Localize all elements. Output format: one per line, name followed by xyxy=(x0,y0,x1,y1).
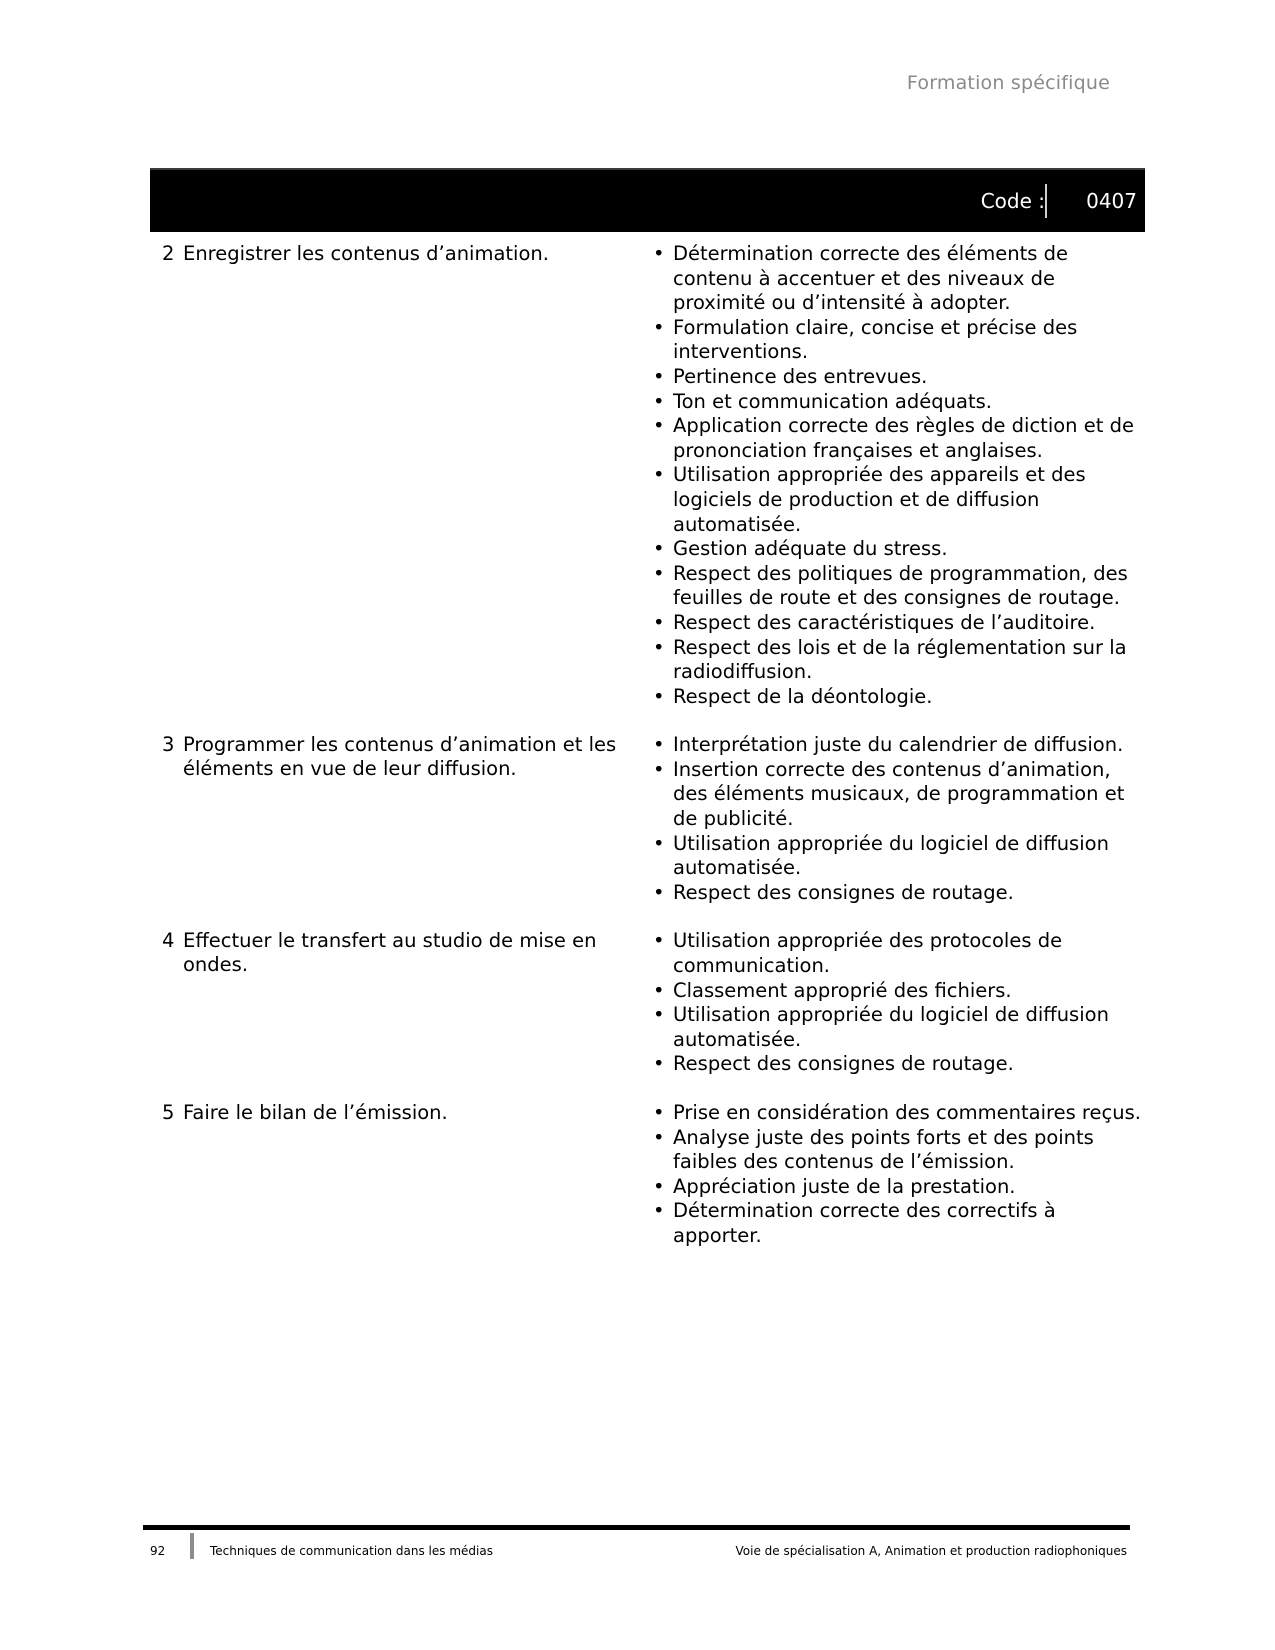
element-cell xyxy=(150,929,647,1077)
bullet-icon: • xyxy=(653,315,665,339)
bullet-icon: • xyxy=(653,831,665,855)
list-item xyxy=(647,1175,1145,1200)
list-item xyxy=(647,881,1145,906)
list-item xyxy=(647,1052,1145,1077)
criteria-list xyxy=(647,1101,1145,1249)
list-item xyxy=(647,1199,1145,1248)
criterion-text: Prise en considération des commentaires reçus. xyxy=(673,1101,1141,1124)
table-row xyxy=(150,929,1145,1077)
criterion-text: Utilisation appropriée des appareils et des logiciels de production et de diffusion automatisée. xyxy=(673,463,1086,536)
criteria-cell xyxy=(647,929,1145,1077)
table-row xyxy=(150,733,1145,905)
footer-specialization-title: Voie de spécialisation A, Animation et production radiophoniques xyxy=(735,1544,1127,1558)
criterion-text: Respect des caractéristiques de l’auditoire. xyxy=(673,610,1096,634)
criterion-text: Insertion correcte des contenus d’animation, des éléments musicaux, de programmation et de publicité. xyxy=(673,757,1125,831)
criterion-text: Application correcte des règles de diction et de prononciation françaises et anglaises. xyxy=(673,414,1134,462)
table-row xyxy=(150,242,1145,709)
element-text: Enregistrer les contenus d’animation. xyxy=(183,242,549,265)
list-item xyxy=(647,562,1145,611)
code-header-bar xyxy=(150,168,1145,232)
element-text: Effectuer le transfert au studio de mise en ondes. xyxy=(183,929,597,977)
footer-rule xyxy=(143,1525,1130,1530)
bullet-icon: • xyxy=(653,537,665,561)
list-item xyxy=(647,1126,1145,1175)
criterion-text: Utilisation appropriée du logiciel de diffusion automatisée. xyxy=(673,1003,1109,1051)
bullet-icon: • xyxy=(653,635,665,659)
footer-program-title: Techniques de communication dans les médias xyxy=(210,1544,493,1558)
bullet-icon: • xyxy=(653,414,665,438)
criterion-text: Détermination correcte des éléments de contenu à accentuer et des niveaux de proximité ou d’intensité à adopter. xyxy=(673,242,1068,315)
list-item xyxy=(647,636,1145,685)
criteria-cell xyxy=(647,242,1145,709)
criterion-text: Respect des lois et de la réglementation sur la radiodiffusion. xyxy=(673,635,1127,684)
list-item xyxy=(647,929,1145,978)
list-item xyxy=(647,1101,1145,1126)
page-number: 92 xyxy=(150,1544,166,1558)
bullet-icon: • xyxy=(653,929,665,953)
criteria-list xyxy=(647,242,1145,709)
competency-elements-table xyxy=(150,242,1145,1273)
criteria-list xyxy=(647,733,1145,905)
table-row xyxy=(150,1101,1145,1249)
element-text: Faire le bilan de l’émission. xyxy=(183,1101,448,1124)
list-item xyxy=(647,242,1145,316)
bullet-icon: • xyxy=(653,684,665,708)
bullet-icon: • xyxy=(653,242,665,265)
element-number: 3 xyxy=(162,733,175,757)
bullet-icon: • xyxy=(653,1174,665,1198)
criteria-cell xyxy=(647,1101,1145,1249)
bullet-icon: • xyxy=(653,978,665,1002)
element-text: Programmer les contenus d’animation et les éléments en vue de leur diffusion. xyxy=(183,733,617,781)
element-number: 4 xyxy=(162,929,175,953)
criteria-list xyxy=(647,929,1145,1077)
list-item xyxy=(647,733,1145,758)
bullet-icon: • xyxy=(653,1199,665,1223)
code-label: Code : xyxy=(980,189,1045,213)
bullet-icon: • xyxy=(653,757,665,781)
criterion-text: Détermination correcte des correctifs à apporter. xyxy=(673,1199,1056,1247)
list-item xyxy=(647,365,1145,390)
bullet-icon: • xyxy=(653,1003,665,1027)
list-item xyxy=(647,979,1145,1004)
bullet-icon: • xyxy=(653,1125,665,1149)
bullet-icon: • xyxy=(653,1101,665,1124)
criterion-text: Gestion adéquate du stress. xyxy=(673,537,948,561)
element-cell xyxy=(150,242,647,709)
element-number: 5 xyxy=(162,1101,175,1124)
footer-separator xyxy=(190,1533,194,1559)
list-item xyxy=(647,390,1145,415)
bullet-icon: • xyxy=(653,364,665,388)
criteria-cell xyxy=(647,733,1145,905)
criterion-text: Formulation claire, concise et précise des interventions. xyxy=(673,315,1078,364)
criterion-text: Respect des politiques de programmation, des feuilles de route et des consignes de routage. xyxy=(673,561,1128,610)
code-value: 0407 xyxy=(1086,189,1137,213)
list-item xyxy=(647,414,1145,463)
list-item xyxy=(647,1003,1145,1052)
element-cell xyxy=(150,1101,647,1249)
code-separator xyxy=(1045,184,1047,218)
criterion-text: Interprétation juste du calendrier de diffusion. xyxy=(673,733,1124,757)
running-header-title: Formation spécifique xyxy=(906,72,1110,94)
list-item xyxy=(647,316,1145,365)
element-cell xyxy=(150,733,647,905)
list-item xyxy=(647,685,1145,710)
criterion-text: Respect des consignes de routage. xyxy=(673,880,1014,904)
bullet-icon: • xyxy=(653,1052,665,1076)
criterion-text: Respect des consignes de routage. xyxy=(673,1052,1014,1076)
bullet-icon: • xyxy=(653,880,665,904)
list-item xyxy=(647,463,1145,537)
criterion-text: Ton et communication adéquats. xyxy=(673,389,992,413)
criterion-text: Appréciation juste de la prestation. xyxy=(673,1174,1016,1198)
bullet-icon: • xyxy=(653,389,665,413)
criterion-text: Utilisation appropriée du logiciel de diffusion automatisée. xyxy=(673,831,1109,880)
bullet-icon: • xyxy=(653,463,665,487)
criterion-text: Analyse juste des points forts et des points faibles des contenus de l’émission. xyxy=(673,1125,1094,1174)
list-item xyxy=(647,611,1145,636)
criterion-text: Respect de la déontologie. xyxy=(673,684,933,708)
bullet-icon: • xyxy=(653,561,665,585)
criterion-text: Utilisation appropriée des protocoles de communication. xyxy=(673,929,1063,978)
criterion-text: Pertinence des entrevues. xyxy=(673,364,928,388)
list-item xyxy=(647,758,1145,832)
list-item xyxy=(647,537,1145,562)
element-number: 2 xyxy=(162,242,175,265)
bullet-icon: • xyxy=(653,733,665,757)
bullet-icon: • xyxy=(653,610,665,634)
list-item xyxy=(647,832,1145,881)
criterion-text: Classement approprié des fichiers. xyxy=(673,978,1012,1002)
